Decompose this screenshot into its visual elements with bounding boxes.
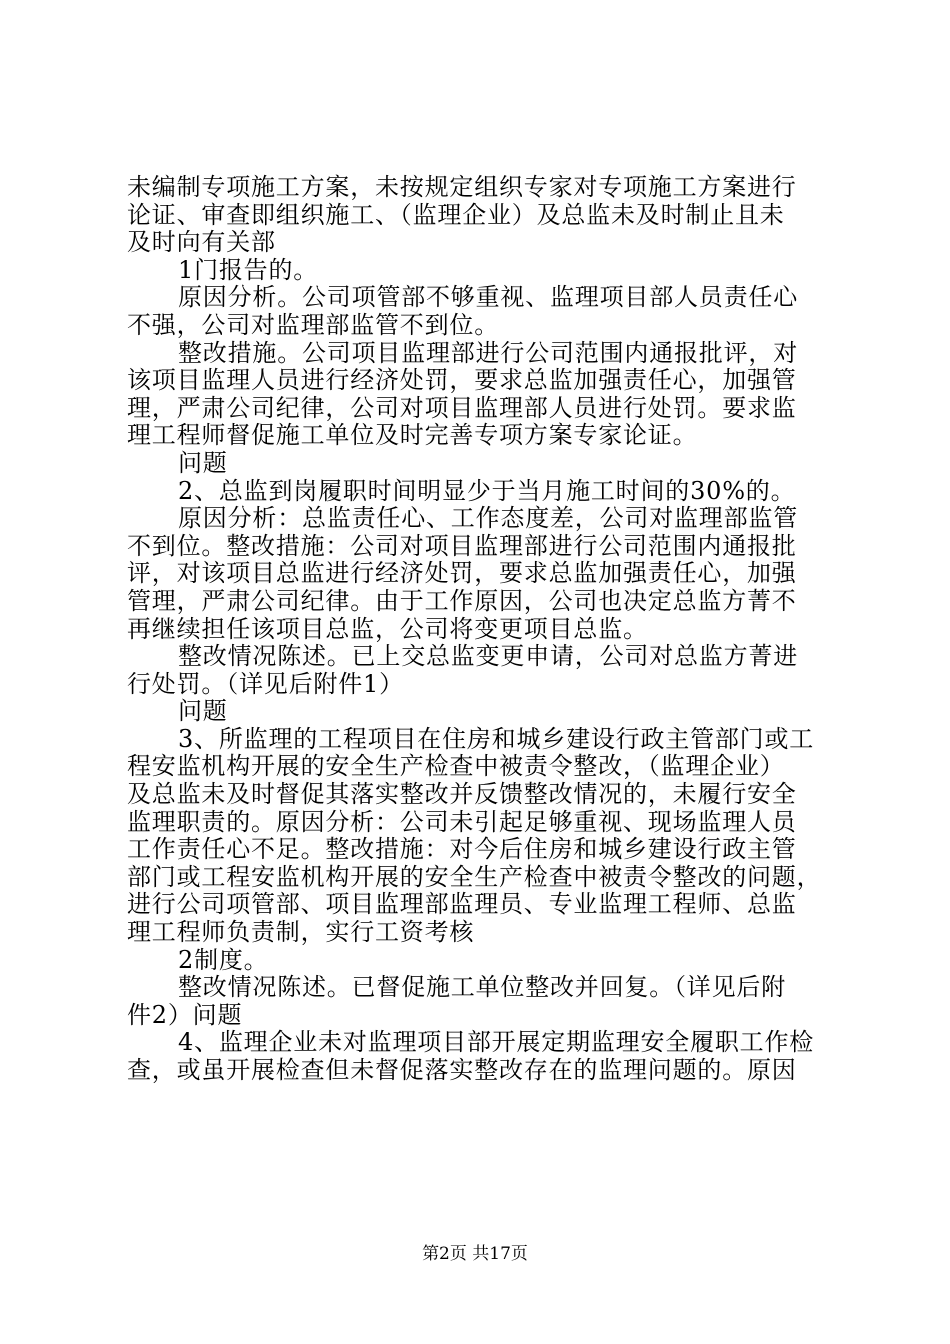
text-line: 及总监未及时督促其落实整改并反馈整改情况的，未履行安全 <box>127 780 797 809</box>
page-footer: 第2页 共17页 <box>422 1244 528 1264</box>
text-line: 不到位。整改措施：公司对项目监理部进行公司范围内通报批 <box>127 531 797 560</box>
text-line: 部门或工程安监机构开展的安全生产检查中被责令整改的问题， <box>127 862 822 891</box>
text-line: 理工程师负责制，实行工资考核 <box>127 918 475 947</box>
text-line: 2、总监到岗履职时间明显少于当月施工时间的30%的。 <box>178 476 796 505</box>
text-line: 再继续担任该项目总监，公司将变更项目总监。 <box>127 614 648 643</box>
text-line: 整改措施。公司项目监理部进行公司范围内通报批评，对 <box>178 338 798 367</box>
text-line: 整改情况陈述。已上交总监变更申请，公司对总监方菁进 <box>178 642 798 671</box>
text-line: 理工程师督促施工单位及时完善专项方案专家论证。 <box>127 421 698 450</box>
text-line: 不强，公司对监理部监管不到位。 <box>127 310 499 339</box>
text-line: 进行公司项管部、项目监理部监理员、专业监理工程师、总监 <box>127 890 797 919</box>
text-line: 管理，严肃公司纪律。由于工作原因，公司也决定总监方菁不 <box>127 586 797 615</box>
document-body <box>127 174 837 1085</box>
text-line: 程安监机构开展的安全生产检查中被责令整改，（监理企业） <box>127 752 785 781</box>
text-line: 行处罚。（详见后附件1） <box>127 669 404 698</box>
text-line: 该项目监理人员进行经济处罚，要求总监加强责任心，加强管 <box>127 366 797 395</box>
text-line: 问题 <box>178 697 228 726</box>
text-line: 4、监理企业未对监理项目部开展定期监理安全履职工作检 <box>178 1028 815 1057</box>
text-line: 未编制专项施工方案，未按规定组织专家对专项施工方案进行 <box>127 173 797 201</box>
text-line: 件2）问题 <box>127 1000 243 1029</box>
text-line: 查，或虽开展检查但未督促落实整改存在的监理问题的。原因 <box>127 1056 797 1084</box>
text-line: 1门报告的。 <box>178 255 319 284</box>
text-line: 2制度。 <box>178 945 269 974</box>
text-line: 原因分析：总监责任心、工作态度差，公司对监理部监管 <box>178 504 798 533</box>
text-line: 原因分析。公司项管部不够重视、监理项目部人员责任心 <box>178 283 798 312</box>
text-line: 理，严肃公司纪律，公司对项目监理部人员进行处罚。要求监 <box>127 393 797 422</box>
text-line: 论证、审查即组织施工、（监理企业）及总监未及时制止且未 <box>127 200 785 229</box>
text-line: 问题 <box>178 448 228 477</box>
text-line: 3、所监理的工程项目在住房和城乡建设行政主管部门或工 <box>178 724 815 753</box>
text-line: 工作责任心不足。整改措施：对今后住房和城乡建设行政主管 <box>127 835 797 864</box>
text-line: 监理职责的。原因分析：公司未引起足够重视、现场监理人员 <box>127 807 797 836</box>
text-line: 整改情况陈述。已督促施工单位整改并回复。（详见后附 <box>178 973 786 1002</box>
text-line: 及时向有关部 <box>127 228 276 257</box>
text-line: 评，对该项目总监进行经济处罚，要求总监加强责任心，加强 <box>127 559 797 588</box>
